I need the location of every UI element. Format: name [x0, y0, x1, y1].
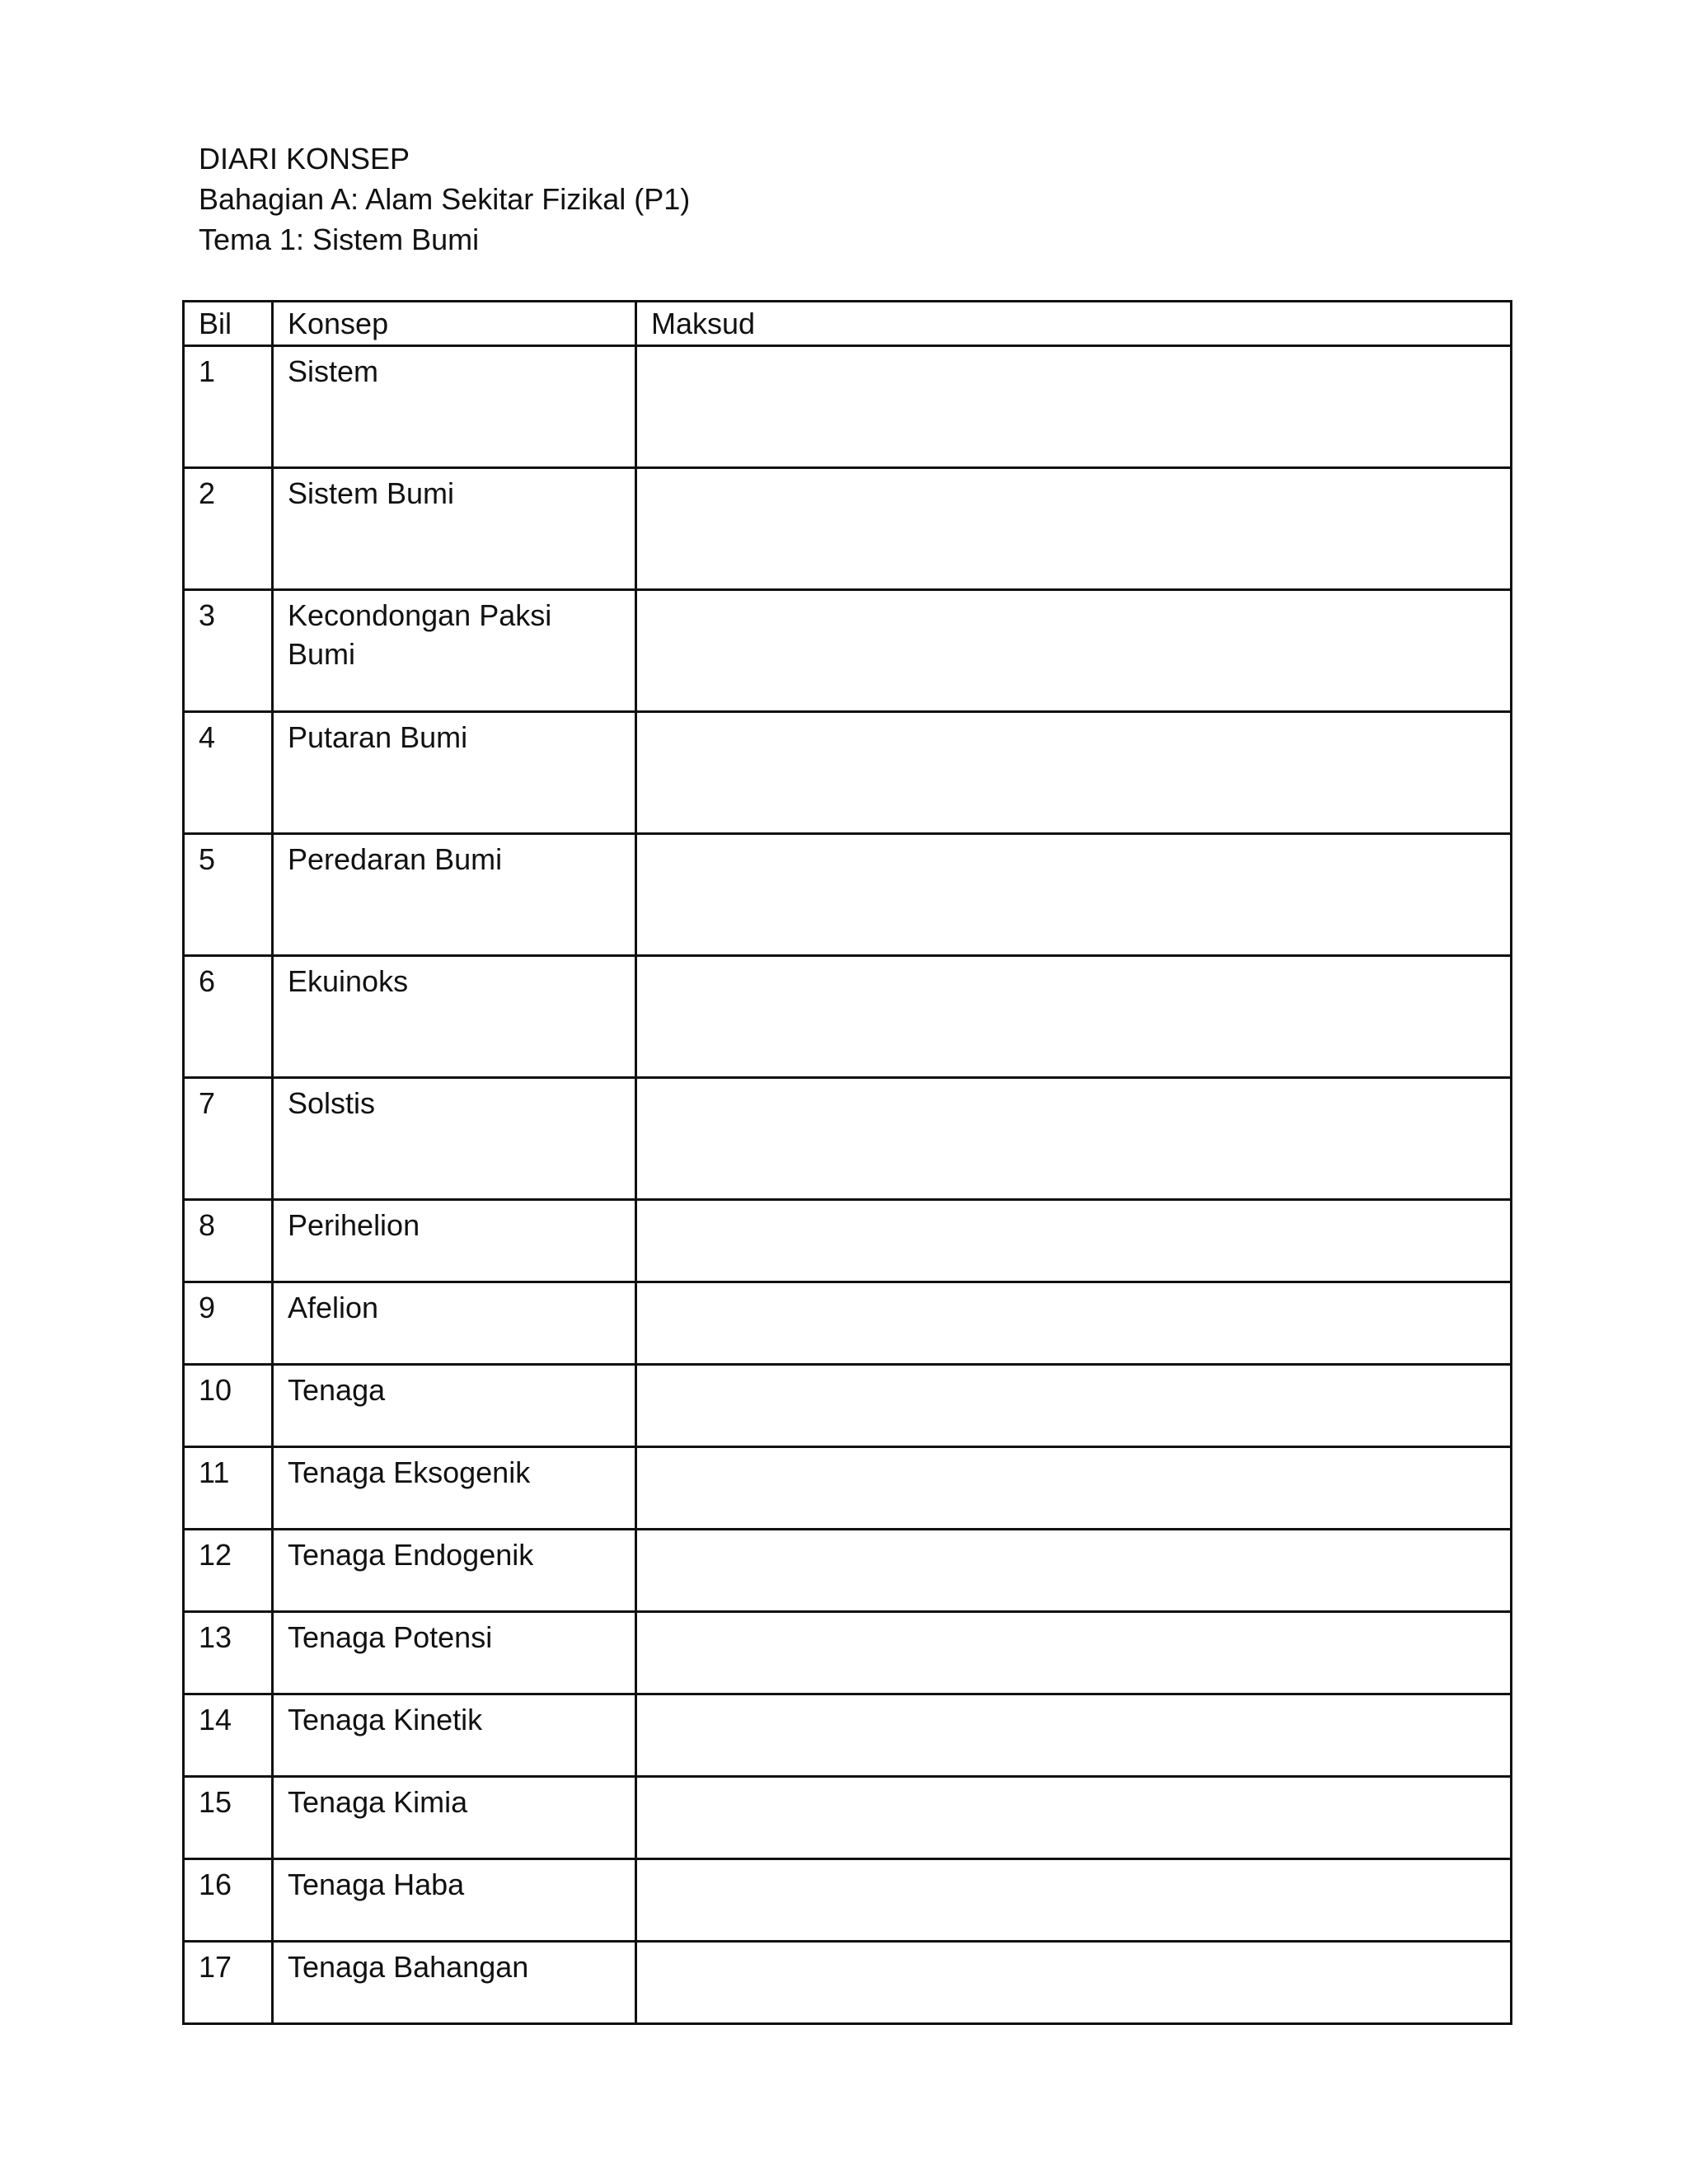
document-header	[199, 138, 690, 260]
table-row	[184, 1777, 1512, 1859]
bil-cell: 2	[184, 468, 273, 590]
maksud-cell[interactable]	[636, 712, 1512, 834]
bil-cell: 10	[184, 1365, 273, 1447]
maksud-cell[interactable]	[636, 956, 1512, 1078]
bil-cell: 13	[184, 1612, 273, 1694]
konsep-cell: Tenaga Bahangan	[273, 1942, 636, 2024]
table-header-row	[184, 302, 1512, 346]
table-row	[184, 1282, 1512, 1365]
bil-cell: 16	[184, 1859, 273, 1942]
table-row	[184, 1694, 1512, 1777]
bil-cell: 3	[184, 590, 273, 712]
table-row	[184, 1078, 1512, 1200]
column-header-konsep: Konsep	[273, 302, 636, 346]
bil-cell: 8	[184, 1200, 273, 1282]
konsep-cell: Sistem	[273, 346, 636, 468]
table-row	[184, 712, 1512, 834]
table-row	[184, 468, 1512, 590]
konsep-cell: Perihelion	[273, 1200, 636, 1282]
konsep-cell: Putaran Bumi	[273, 712, 636, 834]
table-row	[184, 956, 1512, 1078]
table-row	[184, 1365, 1512, 1447]
konsep-cell: Afelion	[273, 1282, 636, 1365]
table-row	[184, 346, 1512, 468]
bil-cell: 9	[184, 1282, 273, 1365]
table-row	[184, 834, 1512, 956]
table-row	[184, 1942, 1512, 2024]
maksud-cell[interactable]	[636, 1530, 1512, 1612]
bil-cell: 12	[184, 1530, 273, 1612]
konsep-cell: Tenaga Kinetik	[273, 1694, 636, 1777]
table-row	[184, 1612, 1512, 1694]
bil-cell: 5	[184, 834, 273, 956]
table-row	[184, 590, 1512, 712]
bil-cell: 1	[184, 346, 273, 468]
table-row	[184, 1859, 1512, 1942]
maksud-cell[interactable]	[636, 1282, 1512, 1365]
table-row	[184, 1447, 1512, 1530]
maksud-cell[interactable]	[636, 590, 1512, 712]
konsep-cell: Tenaga Kimia	[273, 1777, 636, 1859]
konsep-cell: Kecondongan Paksi Bumi	[273, 590, 636, 712]
konsep-cell: Tenaga Haba	[273, 1859, 636, 1942]
column-header-bil: Bil	[184, 302, 273, 346]
maksud-cell[interactable]	[636, 1694, 1512, 1777]
konsep-cell: Tenaga Endogenik	[273, 1530, 636, 1612]
konsep-cell: Peredaran Bumi	[273, 834, 636, 956]
concept-table	[182, 300, 1512, 2025]
bil-cell: 11	[184, 1447, 273, 1530]
document-title: DIARI KONSEP	[199, 142, 410, 176]
bil-cell: 14	[184, 1694, 273, 1777]
maksud-cell[interactable]	[636, 1447, 1512, 1530]
theme-heading: Tema 1: Sistem Bumi	[199, 223, 480, 256]
bil-cell: 7	[184, 1078, 273, 1200]
konsep-cell: Tenaga	[273, 1365, 636, 1447]
column-header-maksud: Maksud	[636, 302, 1512, 346]
maksud-cell[interactable]	[636, 1078, 1512, 1200]
maksud-cell[interactable]	[636, 1365, 1512, 1447]
bil-cell: 4	[184, 712, 273, 834]
table-row	[184, 1530, 1512, 1612]
maksud-cell[interactable]	[636, 1200, 1512, 1282]
konsep-cell: Sistem Bumi	[273, 468, 636, 590]
maksud-cell[interactable]	[636, 468, 1512, 590]
maksud-cell[interactable]	[636, 1777, 1512, 1859]
table-row	[184, 1200, 1512, 1282]
maksud-cell[interactable]	[636, 834, 1512, 956]
maksud-cell[interactable]	[636, 346, 1512, 468]
konsep-cell: Solstis	[273, 1078, 636, 1200]
maksud-cell[interactable]	[636, 1859, 1512, 1942]
bil-cell: 15	[184, 1777, 273, 1859]
konsep-cell: Tenaga Potensi	[273, 1612, 636, 1694]
konsep-cell: Tenaga Eksogenik	[273, 1447, 636, 1530]
section-heading: Bahagian A: Alam Sekitar Fizikal (P1)	[199, 182, 691, 216]
bil-cell: 17	[184, 1942, 273, 2024]
bil-cell: 6	[184, 956, 273, 1078]
konsep-cell: Ekuinoks	[273, 956, 636, 1078]
maksud-cell[interactable]	[636, 1942, 1512, 2024]
maksud-cell[interactable]	[636, 1612, 1512, 1694]
